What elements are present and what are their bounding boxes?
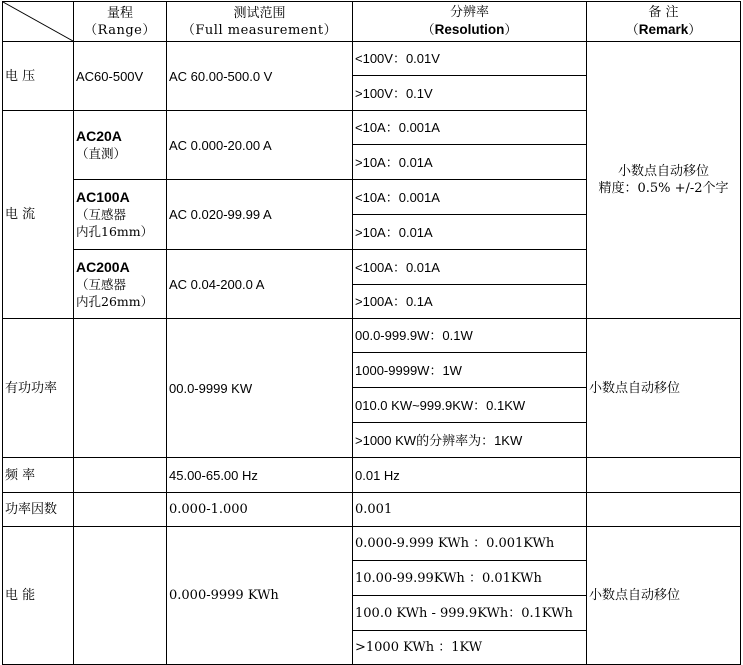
header-measurement-en: （Full measurement） [181,22,338,38]
energy-range [74,527,167,665]
header-remark-en: Remark [638,22,689,37]
power-label: 有功功率 [3,319,74,458]
current-20a-range-cell [74,111,167,180]
freq-label: 频 率 [3,458,74,493]
remark-vc-line-2: 精度：0.5% +/-2个字 [598,181,729,196]
pf-row [3,493,741,527]
diagonal-line [3,2,73,41]
header-resolution [353,2,587,42]
voltage-measure: AC 60.00-500.0 V [167,42,353,111]
power-res-4: >1000 KW的分辨率为：1KW [353,423,587,458]
header-resolution-cn: 分辨率 [449,5,489,20]
power-row-1 [3,319,741,353]
power-measure: 00.0-9999 KW [167,319,353,458]
header-remark-cn: 备 注 [648,5,679,20]
header-remark-close: ） [688,23,702,38]
header-remark-open: （ [625,23,639,38]
header-row [3,2,741,42]
pf-res: 0.001 [353,493,587,527]
header-resolution-close: ） [504,23,518,38]
voltage-range: AC60-500V [74,42,167,111]
remark-voltage-current [587,42,741,319]
current-200a-sub-2: 内孔26mm） [76,293,154,309]
power-remark: 小数点自动移位 [587,319,741,458]
header-range [74,2,167,42]
current-200a-range: AC200A [76,258,130,275]
energy-label: 电 能 [3,527,74,665]
voltage-row-1 [3,42,741,76]
current-200a-measure: AC 0.04-200.0 A [167,250,353,319]
current-20a-range: AC20A [76,128,122,144]
header-remark [587,2,741,42]
pf-range [74,493,167,527]
energy-res-3: 100.0 KWh - 999.9KWh：0.1KWh [353,596,587,631]
pf-measure: 0.000-1.000 [167,493,353,527]
current-label: 电 流 [3,111,74,319]
current-100a-res-1: <10A：0.001A [353,180,587,215]
energy-res-2: 10.00-99.99KWh ：0.01KWh [353,561,587,596]
current-100a-measure: AC 0.020-99.99 A [167,180,353,250]
current-100a-sub-1: （互感器 [76,207,127,222]
energy-res-4: >1000 KWh ：1KW [353,631,587,665]
freq-measure: 45.00-65.00 Hz [167,458,353,493]
freq-remark [587,458,741,493]
current-20a-res-1: <10A：0.001A [353,111,587,145]
energy-res-1: 0.000-9.999 KWh ：0.001KWh [353,527,587,561]
current-100a-res-2: >10A：0.01A [353,215,587,250]
power-res-3: 010.0 KW~999.9KW：0.1KW [353,388,587,423]
current-200a-res-2: >100A：0.1A [353,285,587,319]
pf-remark [587,493,741,527]
header-diagonal-cell [3,2,74,42]
header-range-cn: 量程 [106,5,133,21]
voltage-res-2: >100V：0.1V [353,76,587,111]
power-range [74,319,167,458]
header-resolution-en: Resolution [434,22,505,37]
pf-label: 功率因数 [3,493,74,527]
current-200a-res-1: <100A：0.01A [353,250,587,285]
energy-row-1 [3,527,741,561]
spec-table [2,1,741,665]
header-measurement [167,2,353,42]
current-200a-range-cell [74,250,167,319]
remark-vc-line-1: 小数点自动移位 [617,164,709,179]
voltage-label: 电 压 [3,42,74,111]
header-resolution-open: （ [421,23,435,38]
current-20a-sub: （直测） [76,146,127,161]
power-res-2: 1000-9999W：1W [353,353,587,388]
current-100a-range-cell [74,180,167,250]
voltage-res-1: <100V：0.01V [353,42,587,76]
freq-range [74,458,167,493]
current-20a-measure: AC 0.000-20.00 A [167,111,353,180]
current-100a-range: AC100A [76,189,130,205]
energy-measure: 0.000-9999 KWh [167,527,353,665]
header-range-en: （Range） [84,22,156,38]
header-measurement-cn: 测试范围 [233,5,286,21]
energy-remark: 小数点自动移位 [587,527,741,665]
current-100a-sub-2: 内孔16mm） [76,224,154,239]
power-res-1: 00.0-999.9W：0.1W [353,319,587,353]
current-200a-sub-1: （互感器 [76,276,127,292]
freq-res: 0.01 Hz [353,458,587,493]
freq-row [3,458,741,493]
current-20a-res-2: >10A：0.01A [353,145,587,180]
